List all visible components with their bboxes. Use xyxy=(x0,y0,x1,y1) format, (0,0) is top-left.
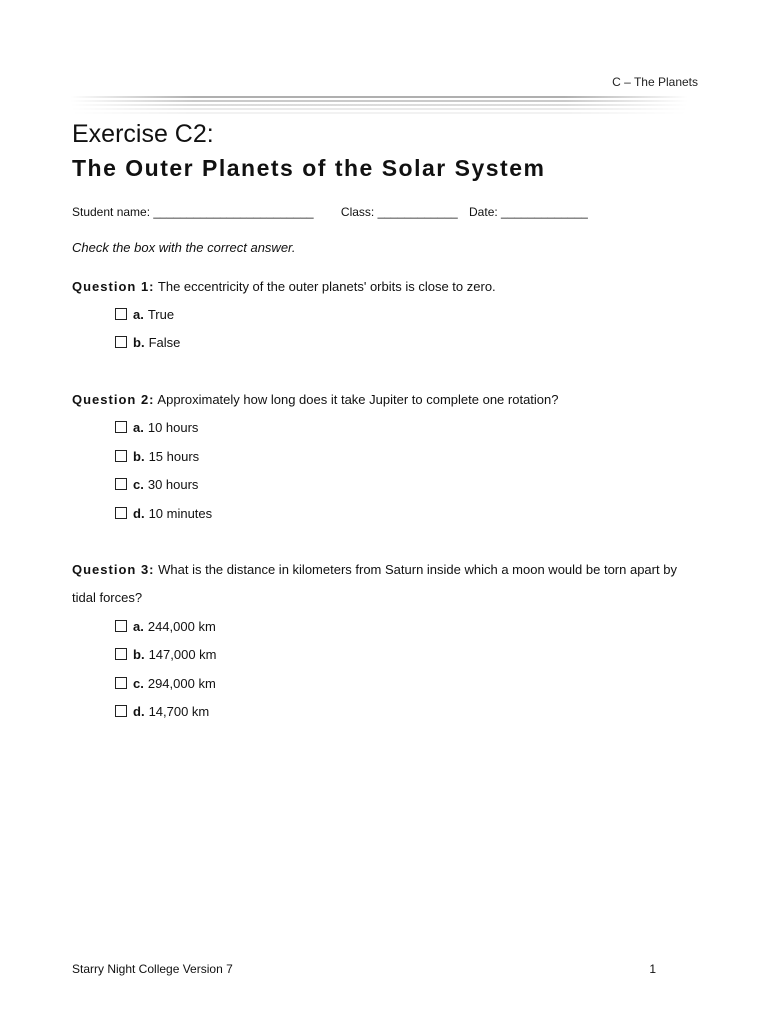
section-header: C – The Planets xyxy=(612,75,698,89)
checkbox[interactable] xyxy=(115,478,127,490)
checkbox[interactable] xyxy=(115,507,127,519)
date-field[interactable]: Date: _____________ xyxy=(469,205,588,219)
footer-publication: Starry Night College Version 7 xyxy=(72,962,233,976)
option-q2-c[interactable]: c. 30 hours xyxy=(115,477,198,492)
instruction-text: Check the box with the correct answer. xyxy=(72,240,296,255)
question-label: Question 3: xyxy=(72,562,155,577)
header-rule xyxy=(70,96,688,98)
option-q1-a[interactable]: a. True xyxy=(115,307,174,322)
option-q3-d[interactable]: d. 14,700 km xyxy=(115,704,209,719)
option-q3-a[interactable]: a. 244,000 km xyxy=(115,619,216,634)
checkbox[interactable] xyxy=(115,620,127,632)
checkbox[interactable] xyxy=(115,421,127,433)
question-label: Question 2: xyxy=(72,392,155,407)
page-number: 1 xyxy=(649,962,656,976)
question-text: The eccentricity of the outer planets' orbits is close to zero. xyxy=(157,279,496,294)
question-3 xyxy=(72,556,702,612)
student-name-field[interactable]: Student name: ________________________ xyxy=(72,205,314,219)
option-q2-b[interactable]: b. 15 hours xyxy=(115,449,199,464)
checkbox[interactable] xyxy=(115,705,127,717)
question-1 xyxy=(72,273,702,301)
exercise-title: Exercise C2: xyxy=(72,120,214,148)
exercise-subtitle: The Outer Planets of the Solar System xyxy=(72,155,546,181)
student-info-line xyxy=(72,205,596,219)
class-field[interactable]: Class: ____________ xyxy=(340,205,458,219)
option-q1-b[interactable]: b. False xyxy=(115,335,180,350)
question-2 xyxy=(72,386,702,414)
checkbox[interactable] xyxy=(115,450,127,462)
option-q3-c[interactable]: c. 294,000 km xyxy=(115,676,216,691)
header-rule xyxy=(70,112,688,114)
header-rule xyxy=(70,104,688,106)
option-q2-a[interactable]: a. 10 hours xyxy=(115,420,198,435)
checkbox[interactable] xyxy=(115,336,127,348)
question-text: What is the distance in kilometers from Saturn inside which a moon would be torn apart by tidal forces? xyxy=(72,562,677,605)
header-rule xyxy=(70,100,688,102)
checkbox[interactable] xyxy=(115,677,127,689)
header-rule xyxy=(70,108,688,110)
question-text: Approximately how long does it take Jupiter to complete one rotation? xyxy=(157,392,559,407)
checkbox[interactable] xyxy=(115,648,127,660)
option-q3-b[interactable]: b. 147,000 km xyxy=(115,647,217,662)
option-q2-d[interactable]: d. 10 minutes xyxy=(115,506,212,521)
checkbox[interactable] xyxy=(115,308,127,320)
question-label: Question 1: xyxy=(72,279,155,294)
